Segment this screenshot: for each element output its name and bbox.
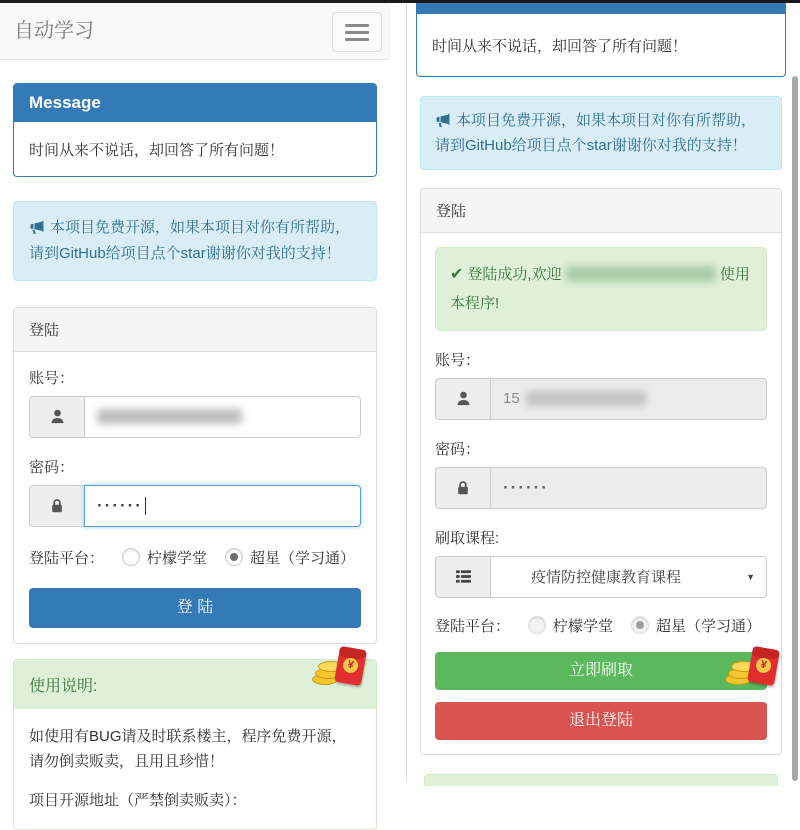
account-input-group <box>29 396 361 438</box>
password-label: 密码： <box>435 440 481 458</box>
platform-radio-chaoxing[interactable]: 超星（学习通） <box>631 615 761 636</box>
radio-icon[interactable] <box>528 616 546 634</box>
platform-label: 登陆平台： <box>29 549 105 567</box>
password-input[interactable]: ······ <box>490 467 767 509</box>
message-panel-body: 时间从来不说话，却回答了所有问题！ <box>416 14 786 77</box>
login-panel <box>13 307 377 644</box>
password-label: 密码： <box>29 458 75 476</box>
usage-text-2: 项目开源地址（严禁倒卖贩卖）： <box>29 792 247 810</box>
redacted-account <box>526 391 646 406</box>
radio-icon[interactable] <box>122 548 140 566</box>
redacted-account <box>97 409 242 424</box>
info-alert <box>420 96 782 170</box>
info-alert <box>13 201 377 281</box>
start-brush-button[interactable]: 立即刷取 <box>435 652 767 690</box>
platform-label: 登陆平台： <box>435 617 511 635</box>
account-input[interactable]: 15 <box>490 378 767 420</box>
user-icon <box>435 378 490 420</box>
hamburger-icon <box>345 24 369 27</box>
menu-toggle-button[interactable] <box>332 12 382 52</box>
app-brand: 自动学习 <box>14 20 94 42</box>
info-alert-text: 本项目免费开源，如果本项目对你有所帮助，请到GitHub给项目点个star谢谢你对我的支持！ <box>29 219 351 262</box>
message-panel <box>13 83 377 177</box>
red-envelope-coins-icon: ¥ <box>308 648 370 698</box>
login-panel-title: 登陆 <box>421 189 781 233</box>
course-select-group <box>435 556 767 598</box>
platform-radio-ningmeng[interactable]: 柠檬学堂 <box>122 547 207 568</box>
chevron-down-icon: ▼ <box>746 571 755 582</box>
password-input-group <box>29 485 361 527</box>
screens-divider <box>406 0 407 781</box>
scrollbar[interactable] <box>792 76 798 781</box>
login-success-alert <box>435 247 767 330</box>
login-panel-title: 登陆 <box>14 308 376 352</box>
info-alert-text: 本项目免费开源，如果本项目对你有所帮助，请到GitHub给项目点个star谢谢你对我的支持！ <box>435 112 757 155</box>
usage-panel <box>13 659 377 830</box>
text-cursor <box>145 497 146 515</box>
platform-radio-ningmeng[interactable]: 柠檬学堂 <box>528 615 613 636</box>
course-label: 刷取课程: <box>435 529 500 547</box>
success-text-suffix: 使用本程序! <box>450 266 750 312</box>
course-select[interactable] <box>490 556 767 598</box>
left-screen <box>0 3 390 830</box>
password-input[interactable]: ······ <box>84 485 361 527</box>
password-input-group <box>435 467 767 509</box>
message-panel-body: 时间从来不说话，却回答了所有问题！ <box>29 142 285 159</box>
list-icon <box>435 556 490 598</box>
bullhorn-icon <box>29 220 46 235</box>
message-panel-heading-cut <box>416 2 786 14</box>
platform-row <box>29 547 361 568</box>
lock-icon <box>29 485 84 527</box>
message-panel-title: Message <box>14 84 376 122</box>
usage-panel-title: 使用说明: <box>14 660 376 709</box>
lock-icon <box>435 467 490 509</box>
usage-text-1: 如使用有BUG请及时联系楼主，程序免费开源，请勿倒卖贩卖，且用且珍惜！ <box>29 727 347 771</box>
platform-radio-chaoxing[interactable]: 超星（学习通） <box>225 547 355 568</box>
course-selected-value: 疫情防控健康教育课程 <box>531 569 682 587</box>
platform-row <box>435 615 767 636</box>
account-input-group <box>435 378 767 420</box>
login-panel <box>420 188 782 754</box>
login-button[interactable]: 登 陆 <box>29 588 361 628</box>
account-input[interactable] <box>84 396 361 438</box>
logout-button[interactable]: 退出登陆 <box>435 702 767 740</box>
redacted-username <box>566 266 716 282</box>
radio-icon-checked[interactable] <box>225 548 243 566</box>
right-screen <box>416 2 786 786</box>
user-icon <box>29 396 84 438</box>
success-text-prefix: 登陆成功,欢迎 <box>467 266 562 284</box>
account-label: 账号： <box>29 369 75 387</box>
usage-panel-heading-cut <box>424 774 778 786</box>
bullhorn-icon <box>435 113 452 128</box>
red-envelope-coins-icon: ¥ <box>721 648 783 698</box>
radio-icon-checked[interactable] <box>631 616 649 634</box>
account-label: 账号： <box>435 351 481 369</box>
check-icon: ✔ <box>450 266 464 284</box>
navbar <box>0 3 390 60</box>
status-bar <box>0 0 800 3</box>
